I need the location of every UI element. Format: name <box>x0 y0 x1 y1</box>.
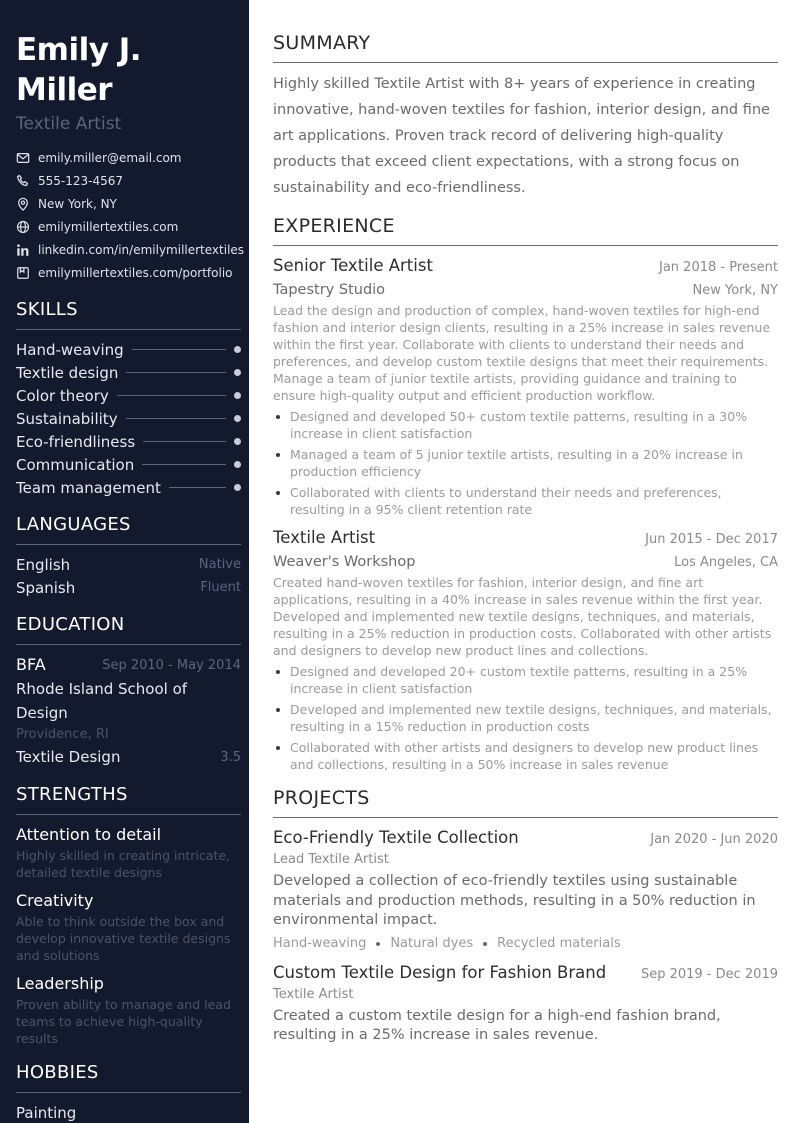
contact-portfolio[interactable] <box>16 261 241 284</box>
education-school: Rhode Island School of Design <box>16 680 188 722</box>
candidate-role: Textile Artist <box>16 114 122 134</box>
contact-website[interactable] <box>16 215 241 238</box>
skill-item <box>16 384 241 407</box>
globe-icon <box>16 220 30 234</box>
project-tag: Natural dyes <box>390 935 474 951</box>
email-icon <box>16 151 30 165</box>
skill-item <box>16 430 241 453</box>
strength-item <box>16 823 241 881</box>
project-description: Created a custom textile design for a high-end fashion brand, resulting in a 25% increase in sales revenue. <box>273 1007 721 1043</box>
skill-dot <box>234 461 241 468</box>
projects-title: PROJECTS <box>273 785 778 818</box>
project-dates: Jan 2020 - Jun 2020 <box>650 832 778 847</box>
job-bullet: Designed and developed 50+ custom textile patterns, resulting in a 30% increase in client satisfaction <box>273 408 778 442</box>
summary-title: SUMMARY <box>273 30 778 63</box>
language-item <box>16 576 241 599</box>
skill-label: Textile design <box>16 363 119 382</box>
education-title: EDUCATION <box>16 613 241 645</box>
skill-label: Sustainability <box>16 409 118 428</box>
contact-linkedin-text: linkedin.com/in/emilymillertextiles <box>38 242 245 257</box>
education-degree: BFA <box>16 655 46 674</box>
strength-item <box>16 889 241 964</box>
skill-label: Hand-weaving <box>16 340 124 359</box>
strength-item <box>16 972 241 1047</box>
contact-location-text: New York, NY <box>38 196 117 211</box>
education-field: Textile Design <box>16 748 121 766</box>
job-company: Tapestry Studio <box>273 282 386 298</box>
skill-item <box>16 476 241 499</box>
contact-email[interactable] <box>16 146 241 169</box>
contact-phone-text: 555-123-4567 <box>38 173 124 188</box>
skill-item <box>16 361 241 384</box>
skill-label: Communication <box>16 455 135 474</box>
strength-title: Creativity <box>16 891 94 910</box>
summary-text: Highly skilled Textile Artist with 8+ years of experience in creating innovative, hand-woven textiles for fashion, interior design, and fine art applications. Proven track record of delivering high-quality products that exceed client expectations, with a strong focus on sustainability and eco-friendliness. <box>273 76 770 196</box>
candidate-name: Emily J. Miller <box>16 32 142 108</box>
job-title: Textile Artist <box>273 528 376 547</box>
project-description: Developed a collection of eco-friendly textiles using sustainable materials and production methods, resulting in a 50% reduction in environmental impact. <box>273 873 756 928</box>
main-content <box>273 30 778 1058</box>
skill-dot <box>234 369 241 376</box>
sidebar <box>0 0 249 1123</box>
skill-dot <box>234 415 241 422</box>
skill-dot <box>234 392 241 399</box>
project-title: Custom Textile Design for Fashion Brand <box>273 962 607 982</box>
contact-linkedin[interactable] <box>16 238 245 261</box>
experience-section <box>273 213 778 773</box>
language-item <box>16 553 241 576</box>
strengths-section <box>16 783 241 1047</box>
job-company: Weaver's Workshop <box>273 554 416 570</box>
project-tag: Recycled materials <box>497 935 621 951</box>
education-dates: Sep 2010 - May 2014 <box>102 657 241 673</box>
job-bullet: Designed and developed 20+ custom textile patterns, resulting in a 25% increase in client satisfaction <box>273 663 778 697</box>
strength-desc: Highly skilled in creating intricate, detailed textile designs <box>16 848 231 880</box>
language-name: Spanish <box>16 578 76 597</box>
phone-icon <box>16 174 30 188</box>
language-level: Fluent <box>200 580 241 595</box>
summary-section <box>273 30 778 201</box>
language-name: English <box>16 555 71 574</box>
strength-desc: Proven ability to manage and lead teams to achieve high-quality results <box>16 997 231 1046</box>
languages-section <box>16 513 241 599</box>
skill-label: Team management <box>16 478 161 497</box>
skill-dot <box>234 484 241 491</box>
linkedin-icon <box>16 243 30 257</box>
tag-separator <box>483 942 487 946</box>
strength-title: Leadership <box>16 974 104 993</box>
contact-phone[interactable] <box>16 169 241 192</box>
job-title: Senior Textile Artist <box>273 256 433 275</box>
job-dates: Jun 2015 - Dec 2017 <box>645 532 778 547</box>
projects-section <box>273 785 778 1046</box>
job-bullet: Developed and implemented new textile designs, techniques, and materials, resulting in a 15% reduction in production costs <box>273 701 778 735</box>
strength-desc: Able to think outside the box and develop innovative textile designs and solutions <box>16 914 231 963</box>
contact-portfolio-text: emilymillertextiles.com/portfolio <box>38 265 233 280</box>
project-tag: Hand-weaving <box>273 935 367 951</box>
contact-email-text: emily.miller@email.com <box>38 150 182 165</box>
job-description: Created hand-woven textiles for fashion, interior design, and fine art applications, resulting in a 40% increase in sales revenue within the first year. Developed and implemented new textile designs, techniques, and materials, resulting in a 25% reduction in production costs. Collaborated with other artists and designers to develop new product lines and collections. <box>273 575 772 658</box>
skill-label: Color theory <box>16 386 109 405</box>
education-section <box>16 613 241 769</box>
skills-section <box>16 298 241 499</box>
hobbies-section <box>16 1061 241 1123</box>
strengths-title: STRENGTHS <box>16 783 241 815</box>
education-location: Providence, RI <box>16 727 109 742</box>
project-entry <box>273 826 778 953</box>
skill-dot <box>234 346 241 353</box>
job-bullet: Managed a team of 5 junior textile artists, resulting in a 20% increase in production efficiency <box>273 446 778 480</box>
job-bullet: Collaborated with other artists and designers to develop new product lines and collections, resulting in a 50% increase in sales revenue <box>273 739 778 773</box>
skill-dot <box>234 438 241 445</box>
job-entry <box>273 254 778 518</box>
skill-item <box>16 453 241 476</box>
skill-item <box>16 338 241 361</box>
job-description: Lead the design and production of complex, hand-woven textiles for high-end fashion and interior design clients, resulting in a 25% increase in sales revenue within the first year. Collaborate with clients to understand their needs and preferences, and develop custom textile designs that meet their requirements. Manage a team of junior textile artists, providing guidance and training to ensure high-quality output and efficient production workflow. <box>273 303 771 403</box>
tag-separator <box>376 942 380 946</box>
skill-label: Eco-friendliness <box>16 432 136 451</box>
job-location: Los Angeles, CA <box>674 555 778 570</box>
project-entry <box>273 961 778 1046</box>
job-bullet: Collaborated with clients to understand their needs and preferences, resulting in a 95% client retention rate <box>273 484 778 518</box>
project-tags <box>273 935 778 953</box>
languages-title: LANGUAGES <box>16 513 241 545</box>
contact-website-text: emilymillertextiles.com <box>38 219 179 234</box>
contact-list <box>16 146 245 284</box>
portfolio-icon <box>16 266 30 280</box>
skills-title: SKILLS <box>16 298 241 330</box>
education-gpa: 3.5 <box>220 749 241 765</box>
project-role: Textile Artist <box>273 986 354 1002</box>
job-location: New York, NY <box>692 283 778 298</box>
skill-item <box>16 407 241 430</box>
language-level: Native <box>198 557 241 572</box>
job-entry <box>273 526 778 773</box>
location-icon <box>16 197 30 211</box>
strength-title: Attention to detail <box>16 825 162 844</box>
hobbies-title: HOBBIES <box>16 1061 241 1093</box>
project-role: Lead Textile Artist <box>273 852 389 867</box>
hobby-item: Painting <box>16 1104 77 1122</box>
project-title: Eco-Friendly Textile Collection <box>273 828 519 847</box>
experience-title: EXPERIENCE <box>273 213 778 246</box>
project-dates: Sep 2019 - Dec 2019 <box>640 966 778 982</box>
job-dates: Jan 2018 - Present <box>659 260 778 275</box>
contact-location <box>16 192 241 215</box>
